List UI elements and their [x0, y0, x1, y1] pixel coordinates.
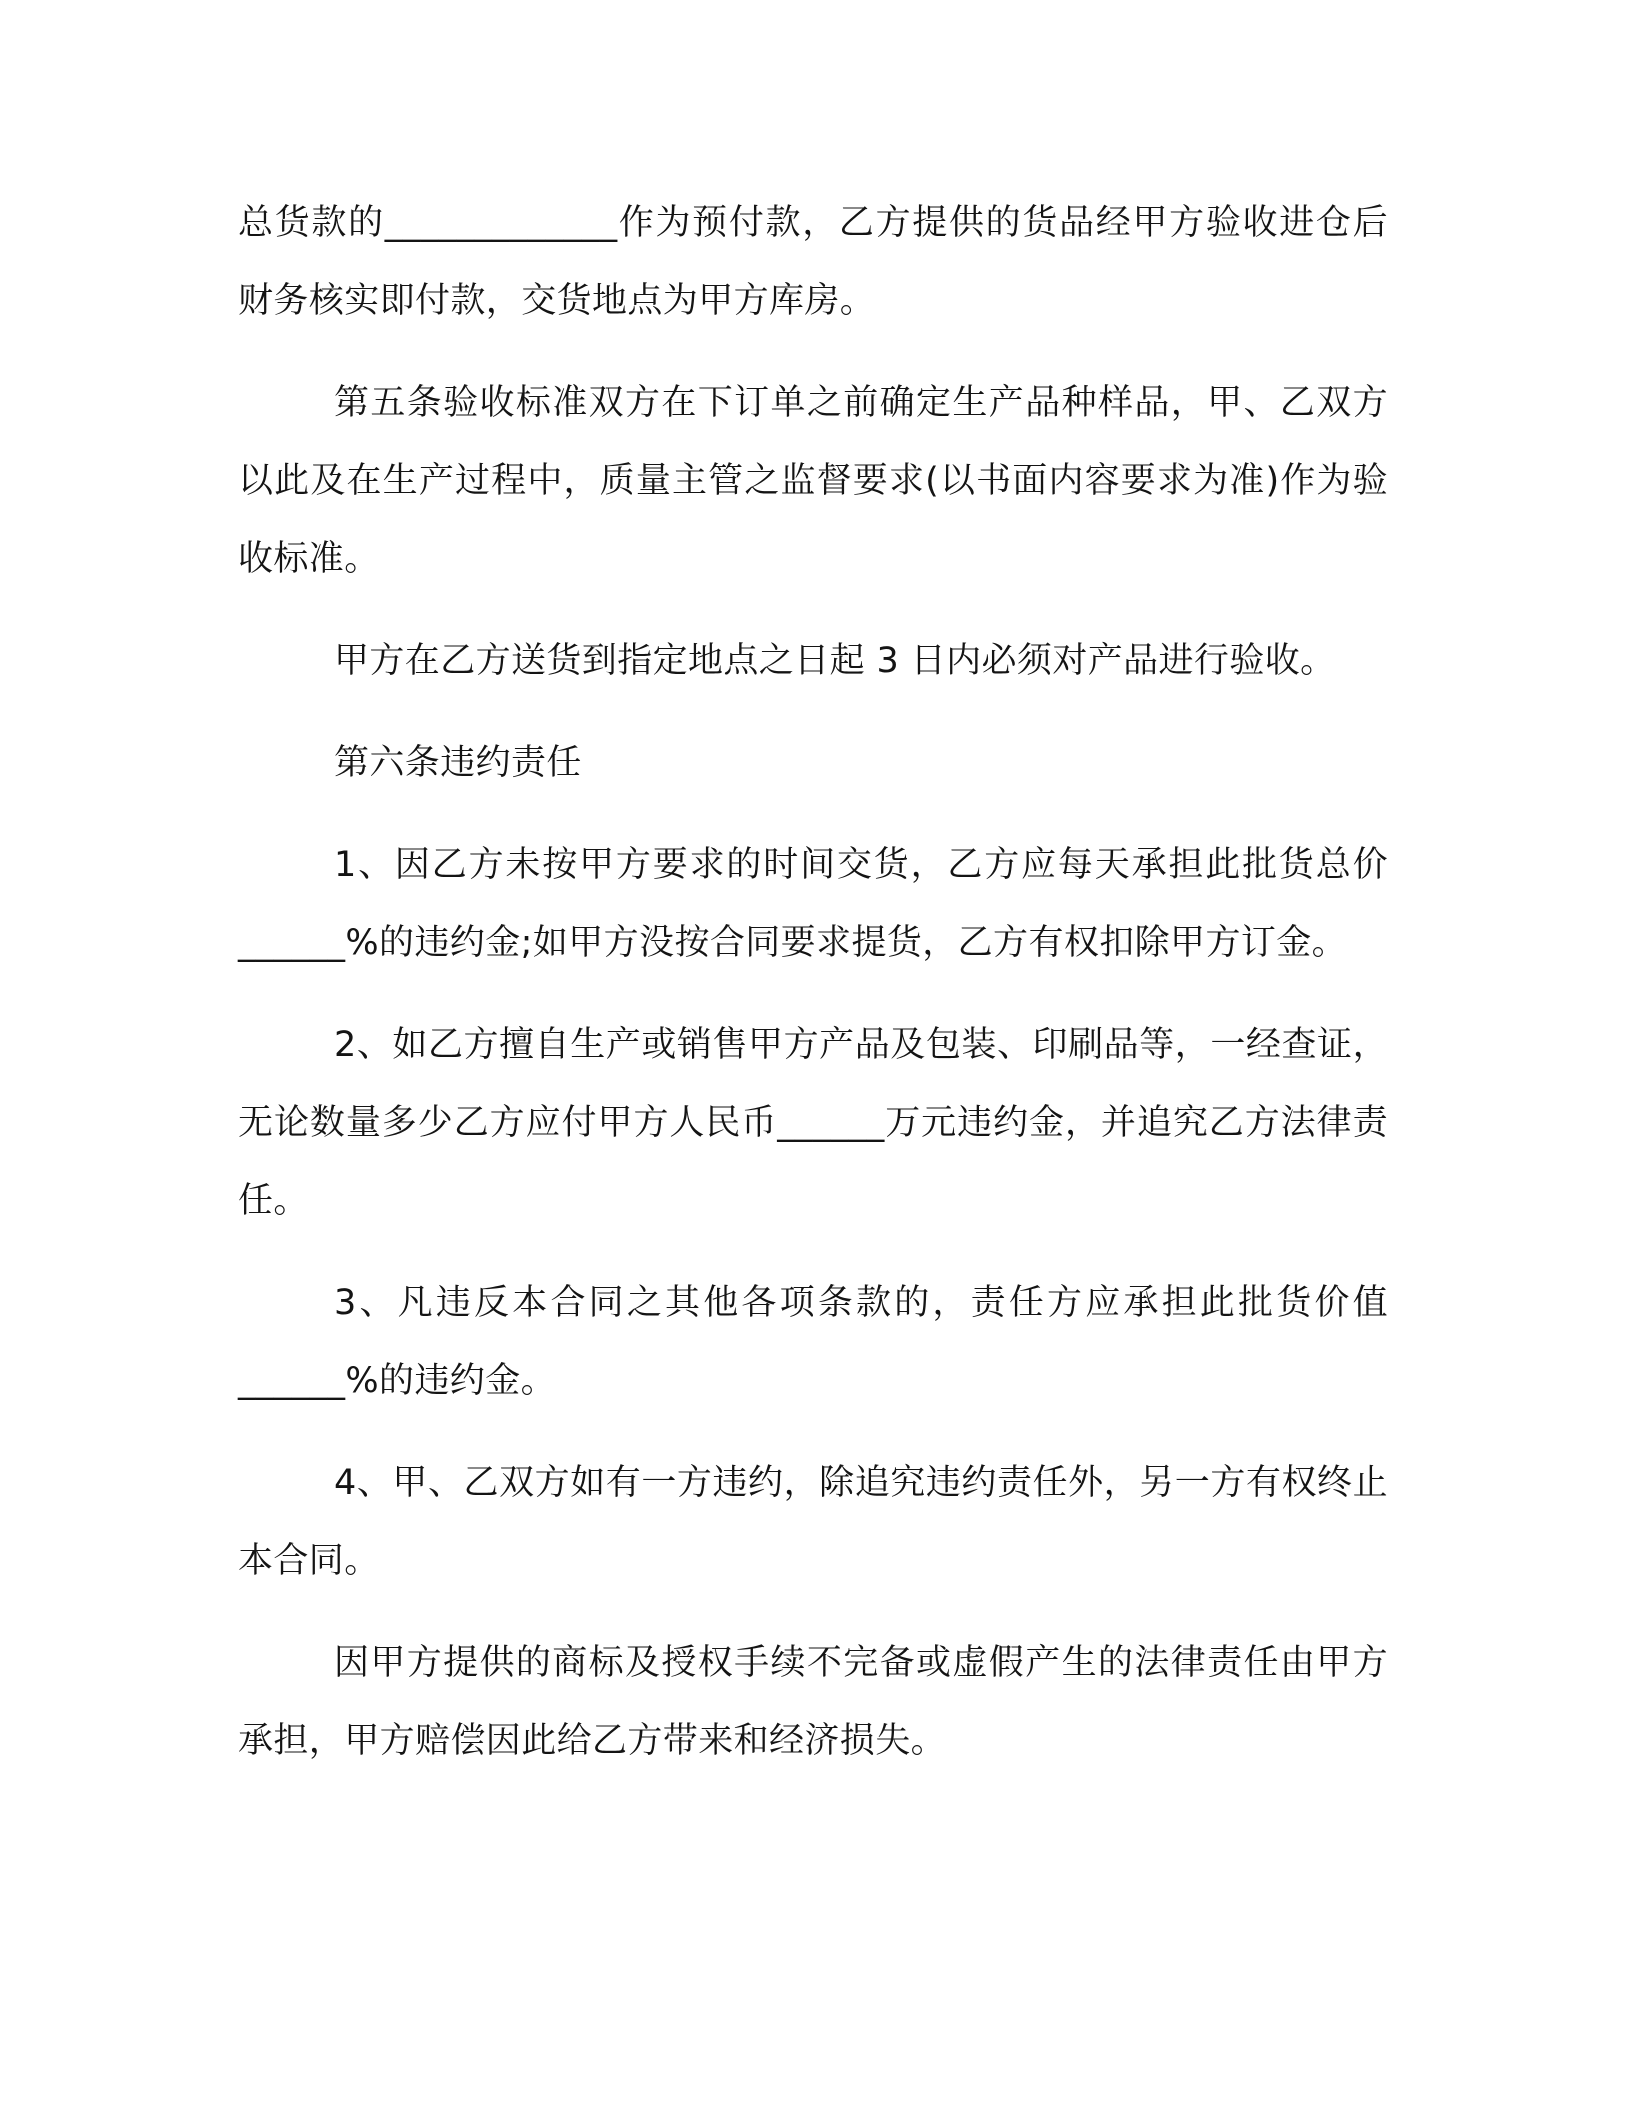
paragraph-article-5-acceptance-standard: 第五条验收标准双方在下订单之前确定生产品种样品，甲、乙双方以此及在生产过程中，质量主管之监督要求(以书面内容要求为准)作为验收标准。 — [238, 383, 1388, 579]
paragraph-acceptance-deadline: 甲方在乙方送货到指定地点之日起 3 日内必须对产品进行验收。 — [334, 641, 1336, 681]
paragraph-liability-item-4: 4、甲、乙双方如有一方违约，除追究违约责任外，另一方有权终止本合同。 — [238, 1463, 1388, 1581]
paragraph-liability-item-3: 3、凡违反本合同之其他各项条款的，责任方应承担此批货价值______%的违约金。 — [238, 1283, 1388, 1401]
paragraph-liability-item-2: 2、如乙方擅自生产或销售甲方产品及包装、印刷品等，一经查证，无论数量多少乙方应付甲方人民币______万元违约金，并追究乙方法律责任。 — [238, 1025, 1388, 1221]
paragraph-liability-item-1: 1、因乙方未按甲方要求的时间交货，乙方应每天承担此批货总价______%的违约金;如甲方没按合同要求提货，乙方有权扣除甲方订金。 — [238, 845, 1388, 963]
paragraph-payment-terms: 总货款的_____________作为预付款，乙方提供的货品经甲方验收进仓后财务核实即付款，交货地点为甲方库房。 — [238, 203, 1388, 321]
heading-article-6-liability: 第六条违约责任 — [334, 743, 582, 783]
paragraph-trademark-liability: 因甲方提供的商标及授权手续不完备或虚假产生的法律责任由甲方承担，甲方赔偿因此给乙方带来和经济损失。 — [238, 1643, 1388, 1761]
document-body — [238, 184, 1388, 1804]
